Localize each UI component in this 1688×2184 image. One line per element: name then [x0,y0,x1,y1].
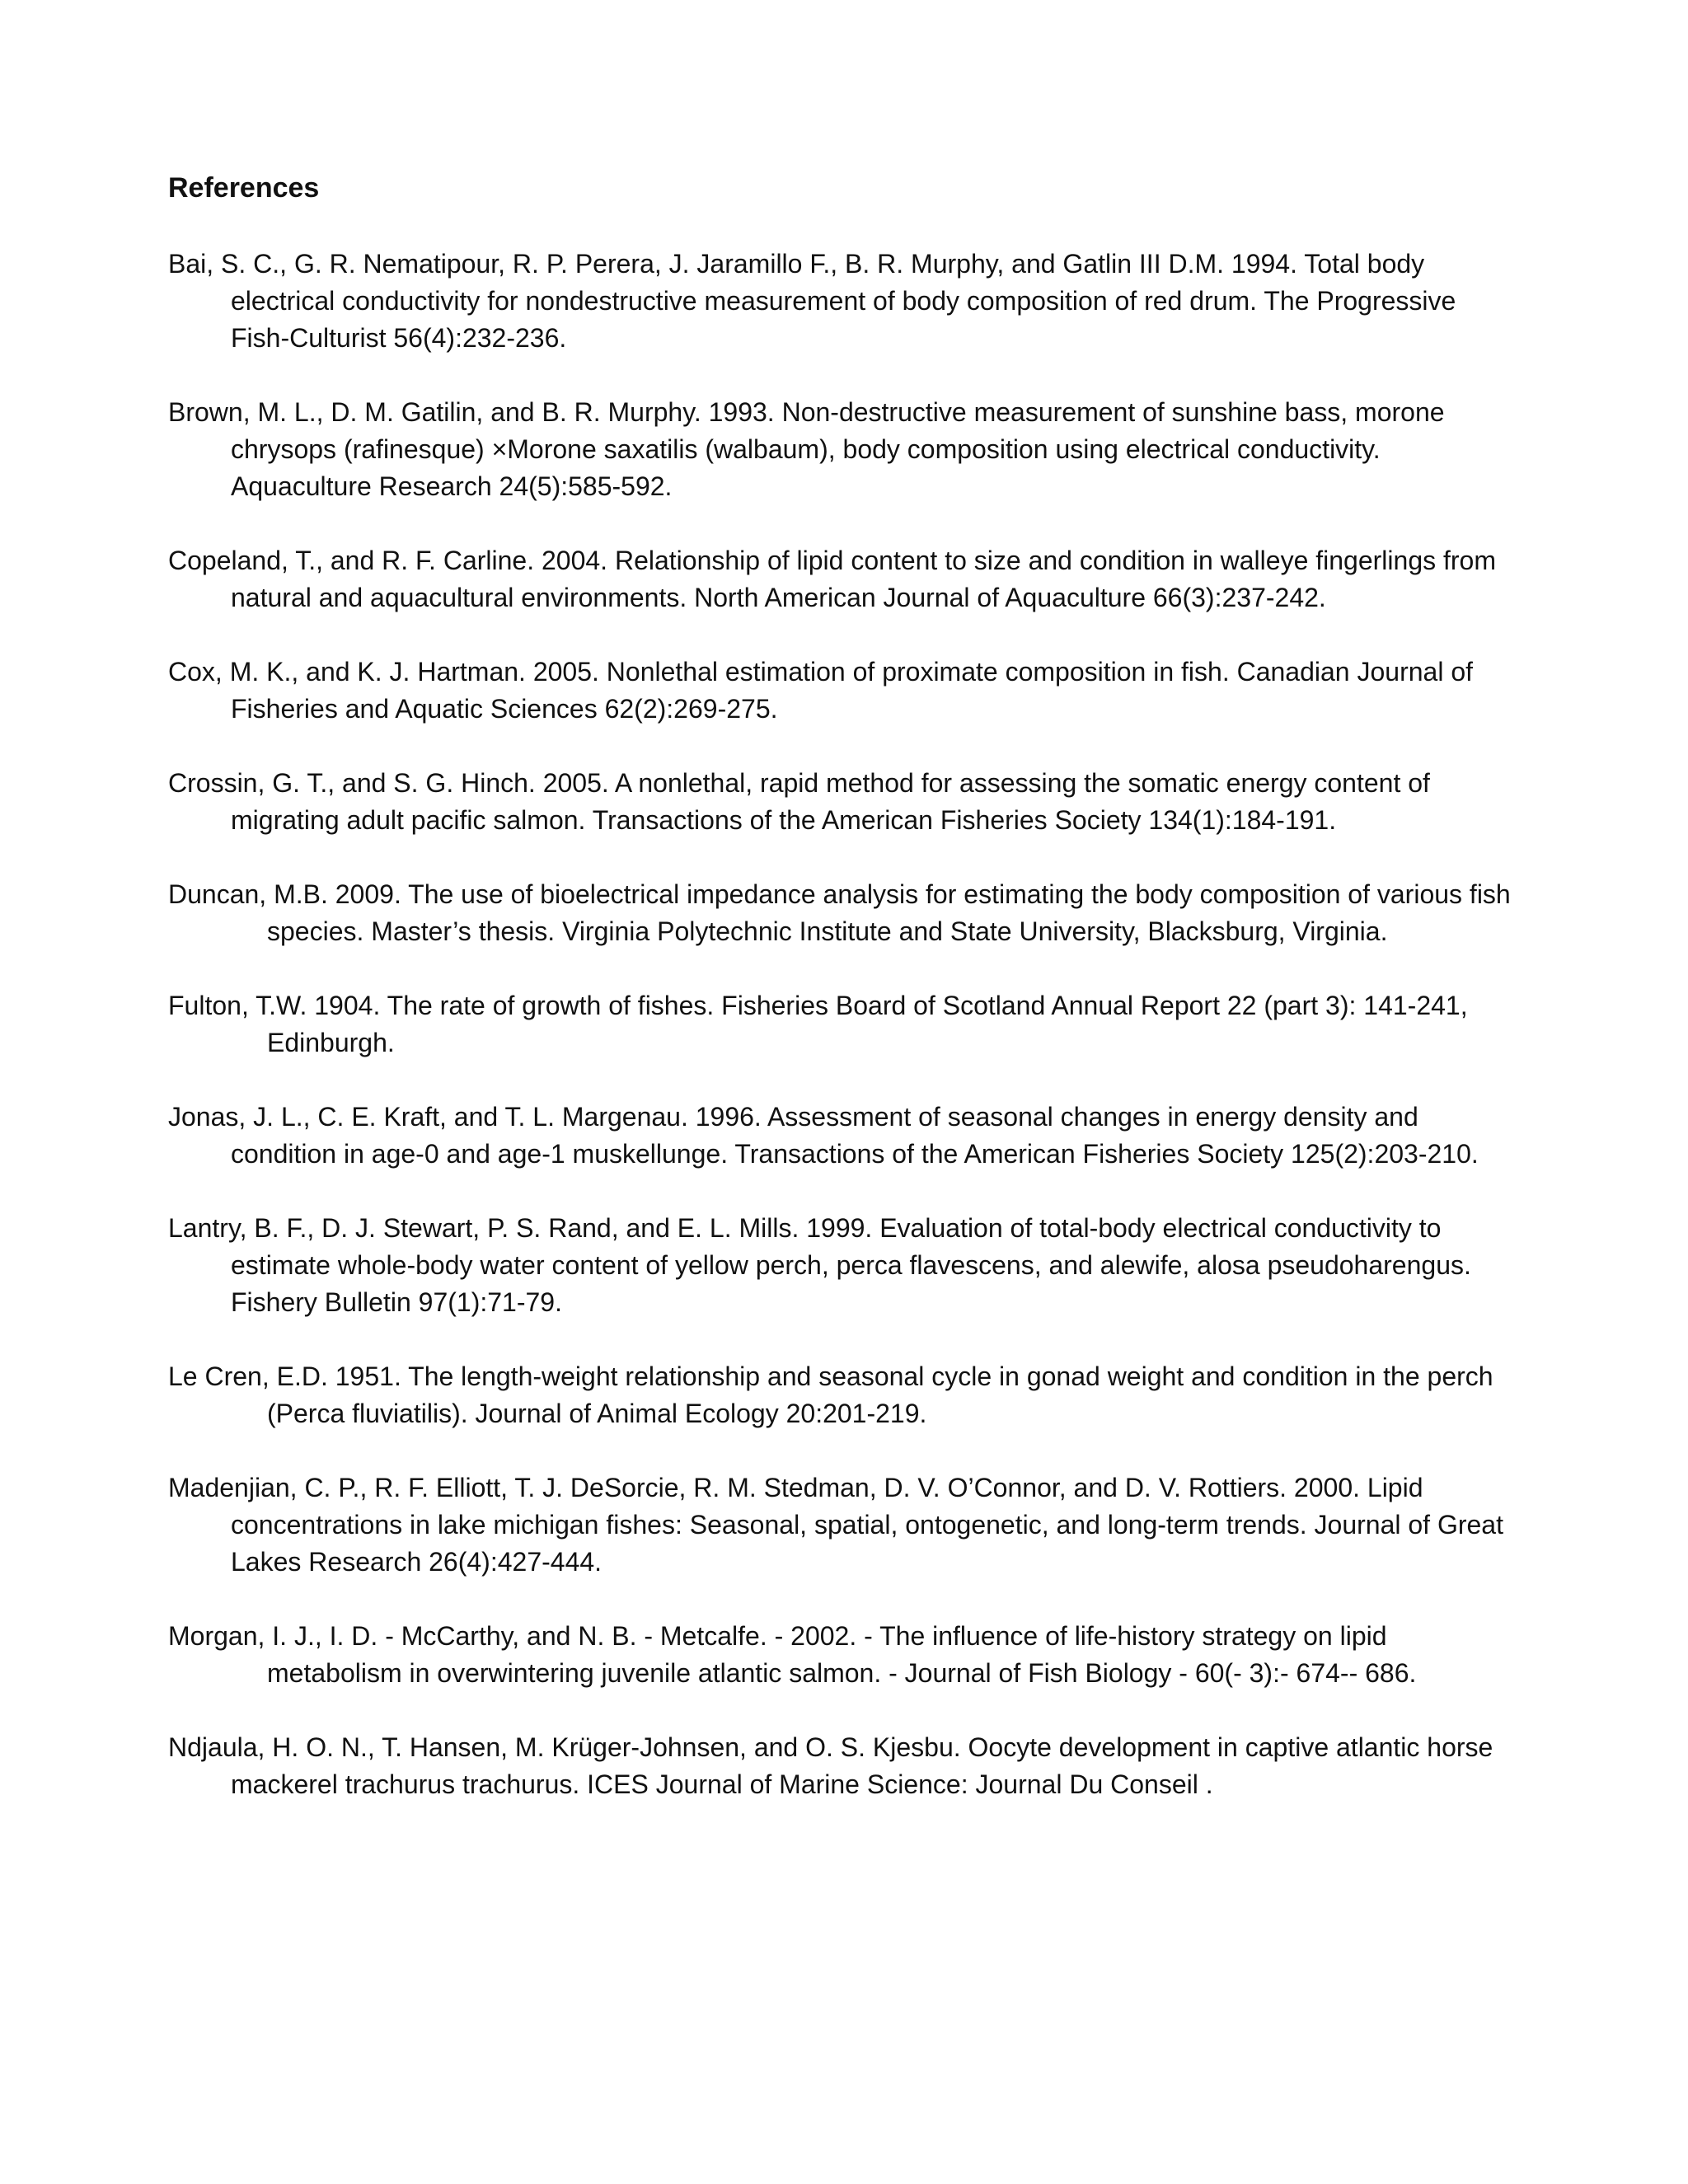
reference-entry-morgan: Morgan, I. J., I. D. - McCarthy, and N. B. - Metcalfe. - 2002. - The influence of life-history strategy on lipid metabolism in overwintering juvenile atlantic salmon. - Journal of Fish Biology - 60(- 3):- 674-- 686. [168,1621,1417,1688]
reference-entry-bai: Bai, S. C., G. R. Nematipour, R. P. Perera, J. Jaramillo F., B. R. Murphy, and Gatlin III D.M. 1994. Total body electrical conductivity for nondestructive measurement of body composition of red drum. The Progressive Fish-Culturist 56(4):232-236. [168,249,1456,353]
references-heading: References [168,172,320,204]
reference-entry-lantry: Lantry, B. F., D. J. Stewart, P. S. Rand, and E. L. Mills. 1999. Evaluation of total-body electrical conductivity to estimate whole-body water content of yellow perch, perca flavescens, and alewife, alosa pseudoharengus. Fishery Bulletin 97(1):71-79. [168,1213,1471,1317]
reference-entry-copeland: Copeland, T., and R. F. Carline. 2004. Relationship of lipid content to size and condition in walleye fingerlings from natural and aquacultural environments. North American Journal of Aquaculture 66(3):237-242. [168,546,1496,612]
reference-entry-crossin: Crossin, G. T., and S. G. Hinch. 2005. A nonlethal, rapid method for assessing the somatic energy content of migrating adult pacific salmon. Transactions of the American Fisheries Society 134(1):184-191. [168,768,1430,835]
reference-entry-le-cren: Le Cren, E.D. 1951. The length-weight relationship and seasonal cycle in gonad weight and condition in the perch (Perca fluviatilis). Journal of Animal Ecology 20:201-219. [168,1361,1493,1428]
reference-entry-duncan: Duncan, M.B. 2009. The use of bioelectrical impedance analysis for estimating the body composition of various fish species. Master’s thesis. Virginia Polytechnic Institute and State University, Blacksburg, Virginia. [168,879,1511,946]
reference-entry-ndjaula: Ndjaula, H. O. N., T. Hansen, M. Krüger-Johnsen, and O. S. Kjesbu. Oocyte development in captive atlantic horse mackerel trachurus trachurus. ICES Journal of Marine Science: Journal Du Conseil . [168,1732,1493,1799]
reference-entry-jonas: Jonas, J. L., C. E. Kraft, and T. L. Margenau. 1996. Assessment of seasonal changes in energy density and condition in age-0 and age-1 muskellunge. Transactions of the American Fisheries Society 125(2):203-210. [168,1102,1479,1169]
reference-entry-fulton: Fulton, T.W. 1904. The rate of growth of fishes. Fisheries Board of Scotland Annual Report 22 (part 3): 141-241, Edinburgh. [168,991,1468,1057]
reference-entry-madenjian: Madenjian, C. P., R. F. Elliott, T. J. DeSorcie, R. M. Stedman, D. V. O’Connor, and D. V. Rottiers. 2000. Lipid concentrations in lake michigan fishes: Seasonal, spatial, ontogenetic, and long-term trends. Journal of Great Lakes Research 26(4):427-444. [168,1473,1503,1577]
reference-entry-cox: Cox, M. K., and K. J. Hartman. 2005. Nonlethal estimation of proximate composition in fish. Canadian Journal of Fisheries and Aquatic Sciences 62(2):269-275. [168,657,1474,724]
reference-entry-brown: Brown, M. L., D. M. Gatilin, and B. R. Murphy. 1993. Non-destructive measurement of sunshine bass, morone chrysops (rafinesque) ×Morone saxatilis (walbaum), body composition using electrical conductivity. Aquaculture Research 24(5):585-592. [168,397,1445,501]
